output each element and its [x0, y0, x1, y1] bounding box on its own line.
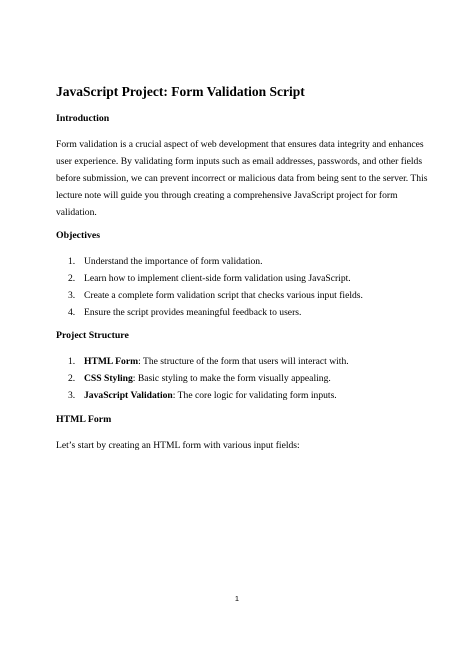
list-item-number: 1. — [68, 356, 76, 367]
list-item-text: : The structure of the form that users will interact with. — [138, 356, 349, 367]
list-item-text: Ensure the script provides meaningful feedback to users. — [84, 307, 302, 318]
html-form-paragraph — [56, 437, 426, 454]
introduction-line: user experience. By validating form inputs such as email addresses, passwords, and other fields — [56, 156, 423, 167]
list-item-term: HTML Form — [84, 356, 139, 367]
list-item-text: Learn how to implement client-side form validation using JavaScript. — [84, 273, 351, 284]
list-item-number: 2. — [68, 273, 76, 284]
list-item — [56, 253, 363, 270]
heading-project-structure: Project Structure — [56, 330, 129, 341]
list-item-term: JavaScript Validation — [84, 390, 173, 401]
introduction-paragraph — [56, 136, 426, 221]
introduction-line: Form validation is a crucial aspect of web development that ensures data integrity and enhances — [56, 139, 424, 150]
heading-objectives: Objectives — [56, 230, 101, 241]
list-item — [56, 287, 363, 304]
html-form-line: Let’s start by creating an HTML form with various input fields: — [56, 440, 300, 451]
page-number: 1 — [234, 594, 240, 603]
list-item-number: 1. — [68, 256, 76, 267]
list-item — [56, 353, 349, 370]
objectives-list — [56, 253, 363, 321]
list-item-number: 3. — [68, 390, 76, 401]
list-item-number: 4. — [68, 307, 76, 318]
introduction-line: lecture note will guide you through creating a comprehensive JavaScript project for form — [56, 190, 398, 201]
list-item — [56, 387, 349, 404]
list-item-text: Understand the importance of form validation. — [84, 256, 263, 267]
project-structure-list — [56, 353, 349, 404]
list-item-term: CSS Styling — [84, 373, 133, 384]
introduction-line: validation. — [56, 207, 97, 218]
list-item-text: Create a complete form validation script that checks various input fields. — [84, 290, 363, 301]
heading-html-form: HTML Form — [56, 414, 112, 425]
list-item-number: 3. — [68, 290, 76, 301]
list-item — [56, 304, 363, 321]
list-item — [56, 370, 349, 387]
list-item-text: : Basic styling to make the form visually appealing. — [132, 373, 331, 384]
list-item-text: : The core logic for validating form inputs. — [172, 390, 337, 401]
heading-introduction: Introduction — [56, 113, 110, 124]
list-item-number: 2. — [68, 373, 76, 384]
introduction-line: before submission, we can prevent incorrect or malicious data from being sent to the server. This — [56, 173, 428, 184]
document-title: JavaScript Project: Form Validation Script — [56, 84, 305, 99]
list-item — [56, 270, 363, 287]
